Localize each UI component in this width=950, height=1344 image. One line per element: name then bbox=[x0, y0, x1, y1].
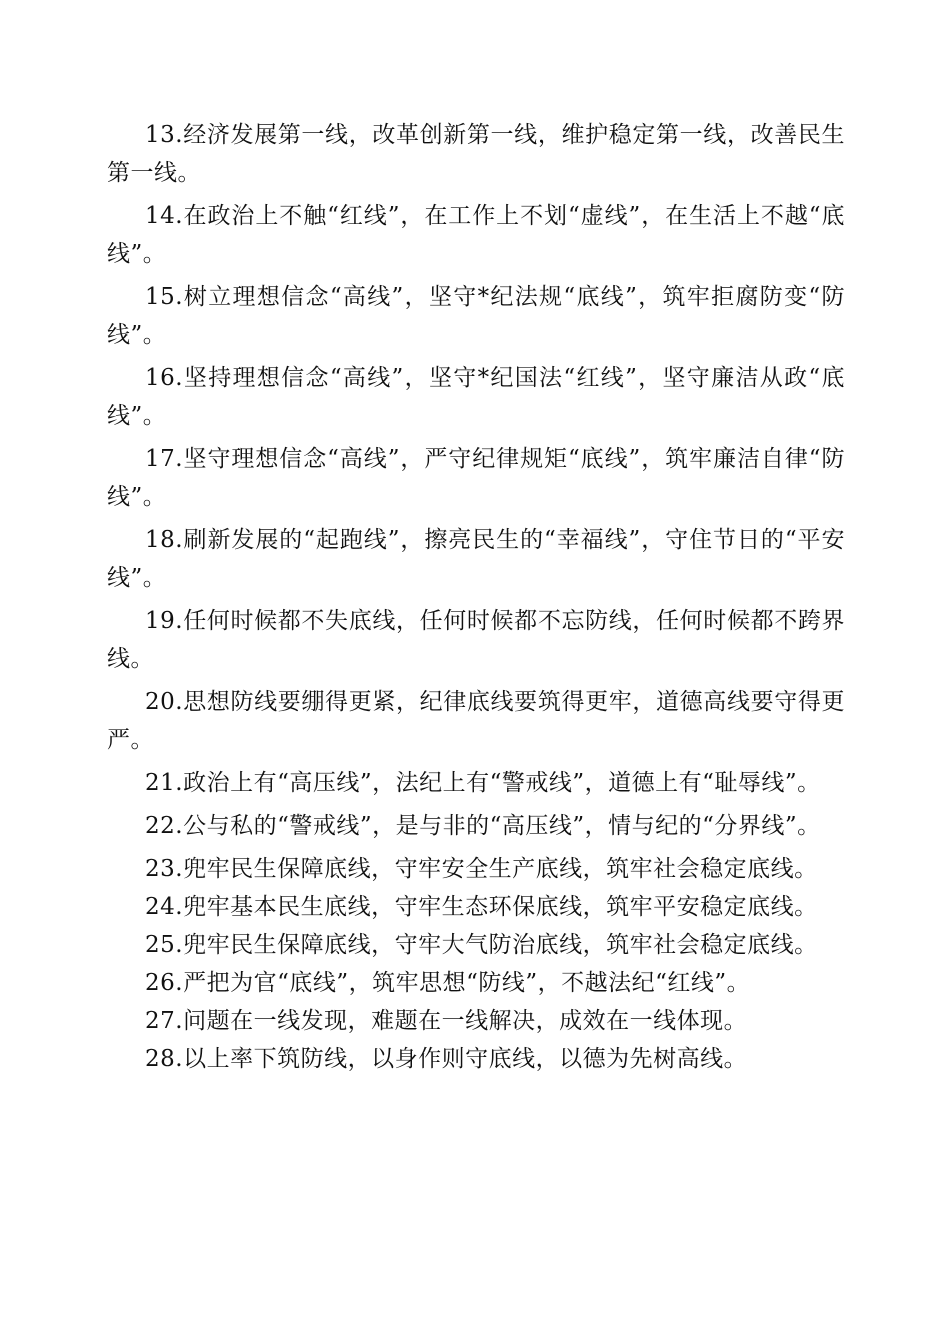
list-item: 26.严把为官“底线”，筑牢思想“防线”，不越法纪“红线”。 bbox=[145, 970, 751, 996]
list-item: 19.任何时候都不失底线，任何时候都不忘防线，任何时候都不跨界线。 bbox=[107, 608, 845, 672]
list-item: 21.政治上有“高压线”，法纪上有“警戒线”，道德上有“耻辱线”。 bbox=[145, 770, 821, 796]
list-item: 20.思想防线要绷得更紧，纪律底线要筑得更牢，道德高线要守得更严。 bbox=[107, 689, 845, 753]
list-item: 22.公与私的“警戒线”，是与非的“高压线”，情与纪的“分界线”。 bbox=[145, 813, 821, 839]
list-item: 23.兜牢民生保障底线，守牢安全生产底线，筑牢社会稳定底线。 bbox=[145, 856, 818, 882]
list-item: 28.以上率下筑防线，以身作则守底线，以德为先树高线。 bbox=[145, 1046, 748, 1072]
list-item: 24.兜牢基本民生底线，守牢生态环保底线，筑牢平安稳定底线。 bbox=[145, 894, 818, 920]
list-item: 25.兜牢民生保障底线，守牢大气防治底线，筑牢社会稳定底线。 bbox=[145, 932, 818, 958]
list-item: 17.坚守理想信念“高线”，严守纪律规矩“底线”，筑牢廉洁自律“防线”。 bbox=[107, 446, 845, 510]
document-body bbox=[107, 116, 845, 1078]
list-item: 15.树立理想信念“高线”，坚守*纪法规“底线”，筑牢拒腐防变“防线”。 bbox=[107, 284, 845, 348]
list-item: 13.经济发展第一线，改革创新第一线，维护稳定第一线，改善民生第一线。 bbox=[107, 122, 845, 186]
list-item: 16.坚持理想信念“高线”，坚守*纪国法“红线”，坚守廉洁从政“底线”。 bbox=[107, 365, 845, 429]
list-item: 27.问题在一线发现，难题在一线解决，成效在一线体现。 bbox=[145, 1008, 748, 1034]
list-item: 14.在政治上不触“红线”，在工作上不划“虚线”，在生活上不越“底线”。 bbox=[107, 203, 845, 267]
list-item: 18.刷新发展的“起跑线”，擦亮民生的“幸福线”，守住节日的“平安线”。 bbox=[107, 527, 845, 591]
